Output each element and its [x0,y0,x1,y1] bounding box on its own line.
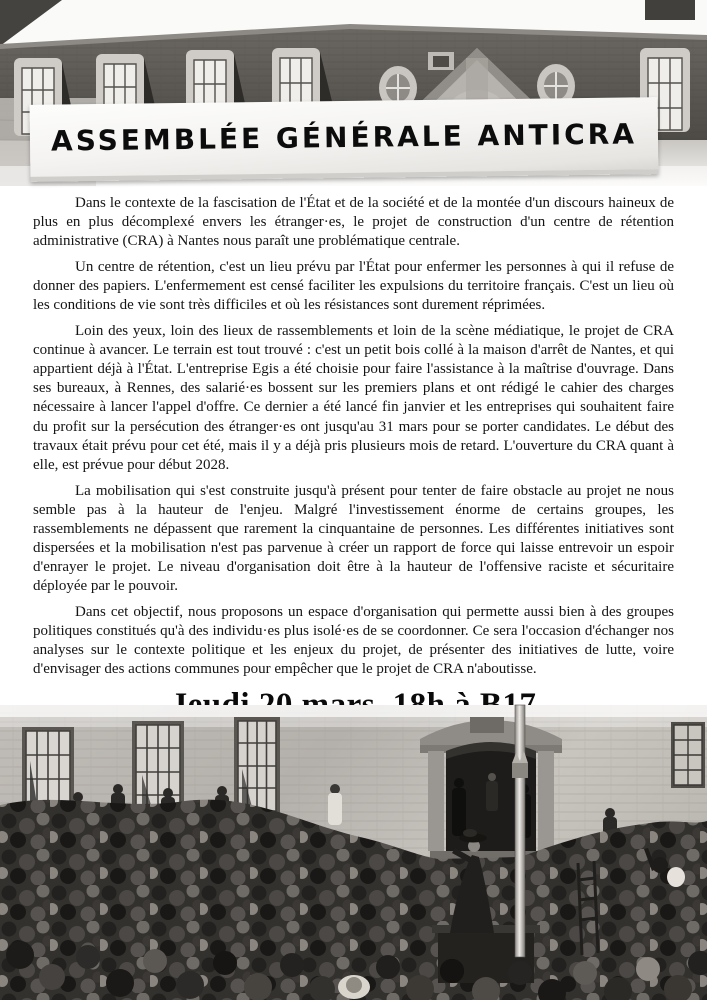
paragraph-project-status: Loin des yeux, loin des lieux de rassemblements et loin de la scène médiatique, le projet de CRA continue à avancer. Le terrain est tout trouvé : c'est un petit bois collé à la maison d'arrêt de Nantes, et qui appartient déjà à l'État. L'entreprise Egis a été choisie pour faire l'assistance à la maîtrise d'ouvrage. Dans ses bureaux, à Rennes, des salarié·es bossent sur les premiers plans et ont rédigé le cahier des charges nécessaire à lancer l'appel d'offre. Ce dernier a été lancé fin janvier et les entreprises qui souhaitent faire du profit sur la persécution des étranger·es ont jusqu'au 31 mars pour se porter candidates. Le début des travaux était prévu pour cet été, mais il y a déjà pris plusieurs mois de retard. L'ouverture du CRA quant à elle, est prévue pour début 2028. [33,323,674,473]
paragraph-context: Dans le contexte de la fascisation de l'État et de la société et de la montée d'un discours haineux de plus en plus décomplexé envers les étranger·es, le projet de construction d'un centre de rétention administrative (CRA) à Nantes nous paraît une problématique centrale. [33,195,674,250]
paragraph-cra-definition: Un centre de rétention, c'est un lieu prévu par l'État pour enfermer les personnes à qui il refuse de donner des papiers. L'enfermement est censé faciliter les expulsions du territoire français. C'est un lieu où les conditions de vie sont très difficiles et où les résistances sont durement réprimées. [33,259,674,314]
flyer-title: ASSEMBLÉE GÉNÉRALE ANTICRA [50,116,638,158]
chimney [645,0,695,20]
title-banner [30,97,659,182]
paragraph-mobilisation: La mobilisation qui s'est construite jusqu'à présent pour tenter de faire obstacle au projet ne nous semble pas à la hauteur de l'enjeu. Malgré l'investissement énorme de certains groupes, les rassemblements ne dépassent que rarement la cinquantaine de personnes. Les différentes initiatives sont dispersées et la mobilisation n'est pas parvenue à créer un rapport de force qui laisse entrevoir un espoir d'enrayer le projet. Le niveau d'organisation doit être à la hauteur de l'offensive raciste et sécuritaire déployée par le pouvoir. [33,482,674,594]
doorway [420,717,562,871]
body-text-section [0,186,707,705]
attic-window [428,52,454,70]
crowd-rally-illustration [0,705,707,1000]
crowd-rally-photo [0,705,707,1000]
building-facade-photo [0,0,707,186]
paragraph-objectif: Dans cet objectif, nous proposons un espace d'organisation qui permette aussi bien à des groupes politiques constitués qu'à des individu·es plus isolé·es de se coordonner. Ce sera l'occasion d'échanger nos analyses sur le contexte politique et les enjeux du projet, de présenter des initiatives de lutte, voire d'envisager des actions communes pour empêcher que le projet de CRA n'aboutisse. [33,603,674,678]
